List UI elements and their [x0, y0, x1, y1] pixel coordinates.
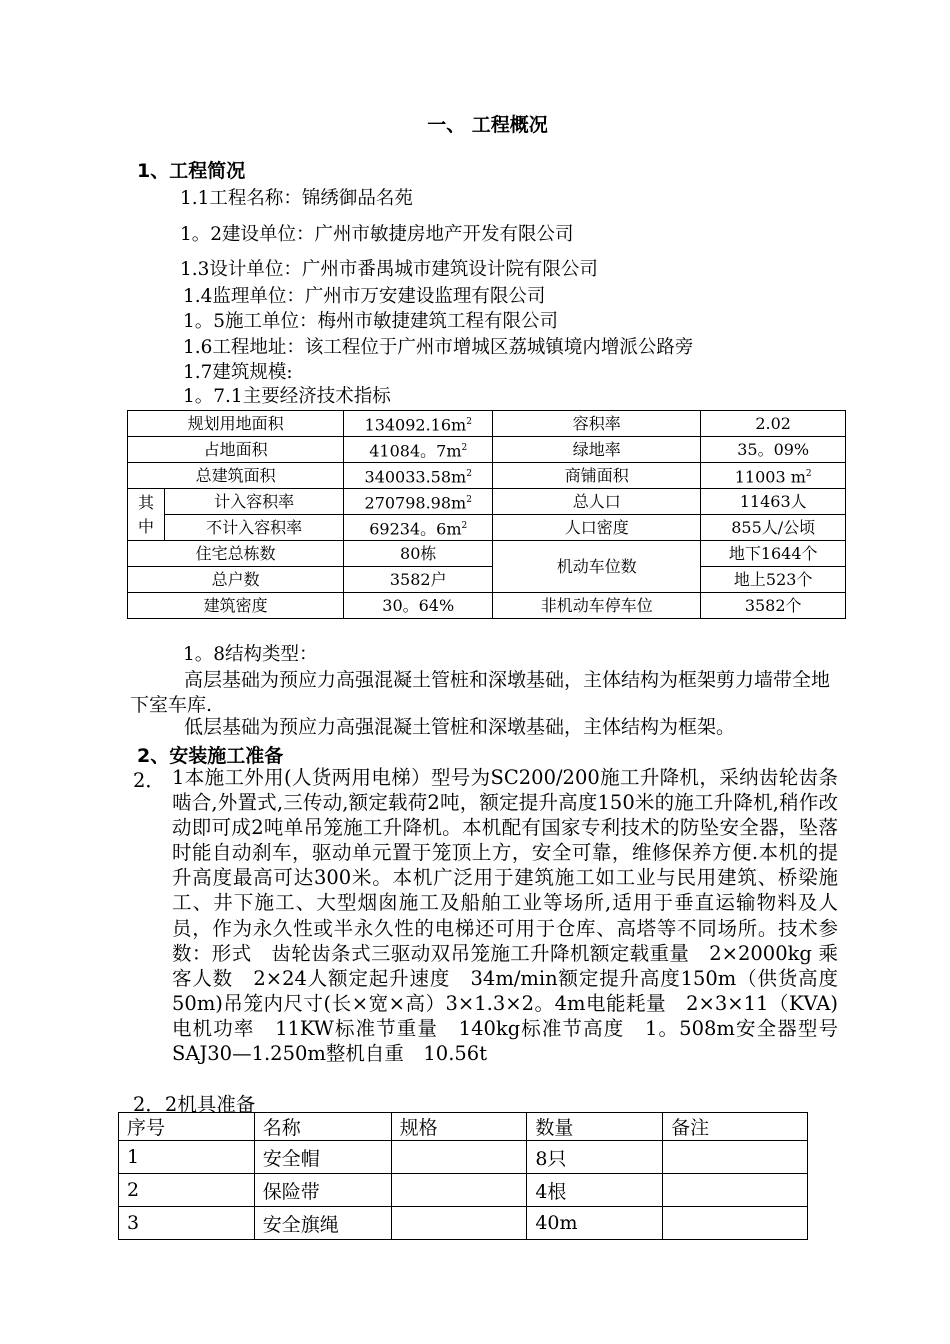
table-cell: 容积率 [493, 411, 701, 437]
column-header: 数量 [527, 1113, 663, 1141]
supervisor-line: 1.4监理单位：广州市万安建设监理有限公司 [183, 286, 546, 307]
table-cell: 总人口 [493, 489, 701, 515]
column-header: 规格 [391, 1113, 527, 1141]
table-row [128, 515, 846, 541]
table-cell [663, 1207, 808, 1240]
indicators-table [127, 410, 846, 619]
structure-high-rise: 高层基础为预应力高强混凝土管桩和深墩基础，主体结构为框架剪力墙带全地下室车库. [130, 669, 831, 716]
table-cell: 3582户 [344, 567, 493, 593]
table-cell: 商铺面积 [493, 463, 701, 489]
table-cell: 占地面积 [128, 437, 344, 463]
table-cell: 机动车位数 [493, 541, 701, 593]
table-row [128, 593, 846, 619]
table-cell: $270798.98m^2$ [344, 489, 493, 515]
table-header-row [119, 1113, 808, 1141]
table-row [128, 489, 846, 515]
table-cell: 2 [119, 1174, 255, 1207]
table-cell: 8只 [527, 1141, 663, 1174]
table-cell: 建筑密度 [128, 593, 344, 619]
designer-line: 1.3设计单位：广州市番禺城市建筑设计院有限公司 [180, 259, 598, 280]
page-title: 一、 工程概况 [427, 114, 548, 136]
table-cell: 69234。$6m^2$ [344, 515, 493, 541]
table-cell: 地下1644个 [701, 541, 846, 567]
contractor-line: 1。5施工单位：梅州市敏捷建筑工程有限公司 [183, 311, 559, 332]
table-cell: 30。64% [344, 593, 493, 619]
table-cell [391, 1141, 527, 1174]
column-header: 名称 [254, 1113, 391, 1141]
table-cell: 35。09% [701, 437, 846, 463]
indicators-line: 1。7.1主要经济技术指标 [183, 386, 391, 407]
elevator-description: 1本施工外用(人货两用电梯）型号为SC200/200施工升降机，采纳齿轮齿条啮合,外置式,三传动,额定载荷2吨，额定提升高度150米的施工升降机,稍作改动即可成2吨单吊笼施工升降机。本机配有国家专利技术的防坠安全器，坠落时能自动刹车，驱动单元置于笼顶上方，安全可靠，维修保养方便.本机的提升高度最高可达300米。本机广泛用于建筑施工如工业与民用建筑、桥梁施工、井下施工、大型烟囱施工及船舶工业等场所,适用于垂直运输物料及人员，作为永久性或半永久性的电梯还可用于仓库、高塔等不同场所。技术参数：形式 齿轮齿条式三驱动双吊笼施工升降机额定载重量 2×2000kg 乘客人数 2×24人额定起升速度 34m/min额定提升高度150m（供货高度50m)吊笼内尺寸(长×宽×高）3×1.3×2。4m电能耗量 2×3×11（KVA)电机功率 11KW标准节重量 140kg标准节高度 1。508m安全器型号 SAJ30—1.250m整机自重 10.56t [172, 766, 858, 1066]
table-cell: 1 [119, 1141, 255, 1174]
structure-heading: 1。8结构类型： [183, 644, 318, 665]
builder-line: 1。2建设单位：广州市敏捷房地产开发有限公司 [180, 224, 574, 245]
project-name-line: 1.1工程名称：锦绣御品名苑 [180, 188, 413, 209]
scale-line: 1.7建筑规模: [183, 362, 293, 383]
table-cell: 住宅总栋数 [128, 541, 344, 567]
column-header: 序号 [119, 1113, 255, 1141]
equipment-table [118, 1112, 808, 1240]
table-cell: 3582个 [701, 593, 846, 619]
table-cell: 11463人 [701, 489, 846, 515]
table-row [119, 1207, 808, 1240]
table-cell: 855人/公顷 [701, 515, 846, 541]
table-cell: 计入容积率 [165, 489, 344, 515]
table-cell: 安全旗绳 [254, 1207, 391, 1240]
column-header: 备注 [663, 1113, 808, 1141]
table-cell: 非机动车停车位 [493, 593, 701, 619]
table-cell: 40m [527, 1207, 663, 1240]
table-cell: 4根 [527, 1174, 663, 1207]
section-2-heading: 2、安装施工准备 [137, 745, 284, 767]
table-cell: 总建筑面积 [128, 463, 344, 489]
table-cell [391, 1174, 527, 1207]
table-row [128, 463, 846, 489]
table-cell: 2.02 [701, 411, 846, 437]
structure-low-rise: 低层基础为预应力高强混凝土管桩和深墩基础，主体结构为框架。 [184, 716, 736, 738]
table-cell: 人口密度 [493, 515, 701, 541]
table-cell: 总户数 [128, 567, 344, 593]
table-cell: 绿地率 [493, 437, 701, 463]
section-2-number: 2． [133, 769, 165, 792]
table-cell: 41084。$7m^2$ [344, 437, 493, 463]
table-row [128, 541, 846, 567]
table-cell: 规划用地面积 [128, 411, 344, 437]
table-cell: 安全帽 [254, 1141, 391, 1174]
table-row [128, 567, 846, 593]
table-cell [663, 1141, 808, 1174]
table-row [128, 411, 846, 437]
section-1-heading: 1、工程简况 [137, 160, 246, 182]
table-cell: $340033.58m^2$ [344, 463, 493, 489]
table-cell: 保险带 [254, 1174, 391, 1207]
equipment-heading: 2．2机具准备 [133, 1093, 256, 1116]
table-cell: 地上523个 [701, 567, 846, 593]
table-cell: 其中 [128, 489, 165, 541]
table-cell: 不计入容积率 [165, 515, 344, 541]
table-row [119, 1141, 808, 1174]
table-row [128, 437, 846, 463]
table-cell: 80栋 [344, 541, 493, 567]
table-row [119, 1174, 808, 1207]
table-cell: 3 [119, 1207, 255, 1240]
table-cell: $134092.16m^2$ [344, 411, 493, 437]
table-cell [663, 1174, 808, 1207]
table-cell: 11003 $m^2$ [701, 463, 846, 489]
address-line: 1.6工程地址：该工程位于广州市增城区荔城镇境内增派公路旁 [183, 337, 694, 358]
table-cell [391, 1207, 527, 1240]
